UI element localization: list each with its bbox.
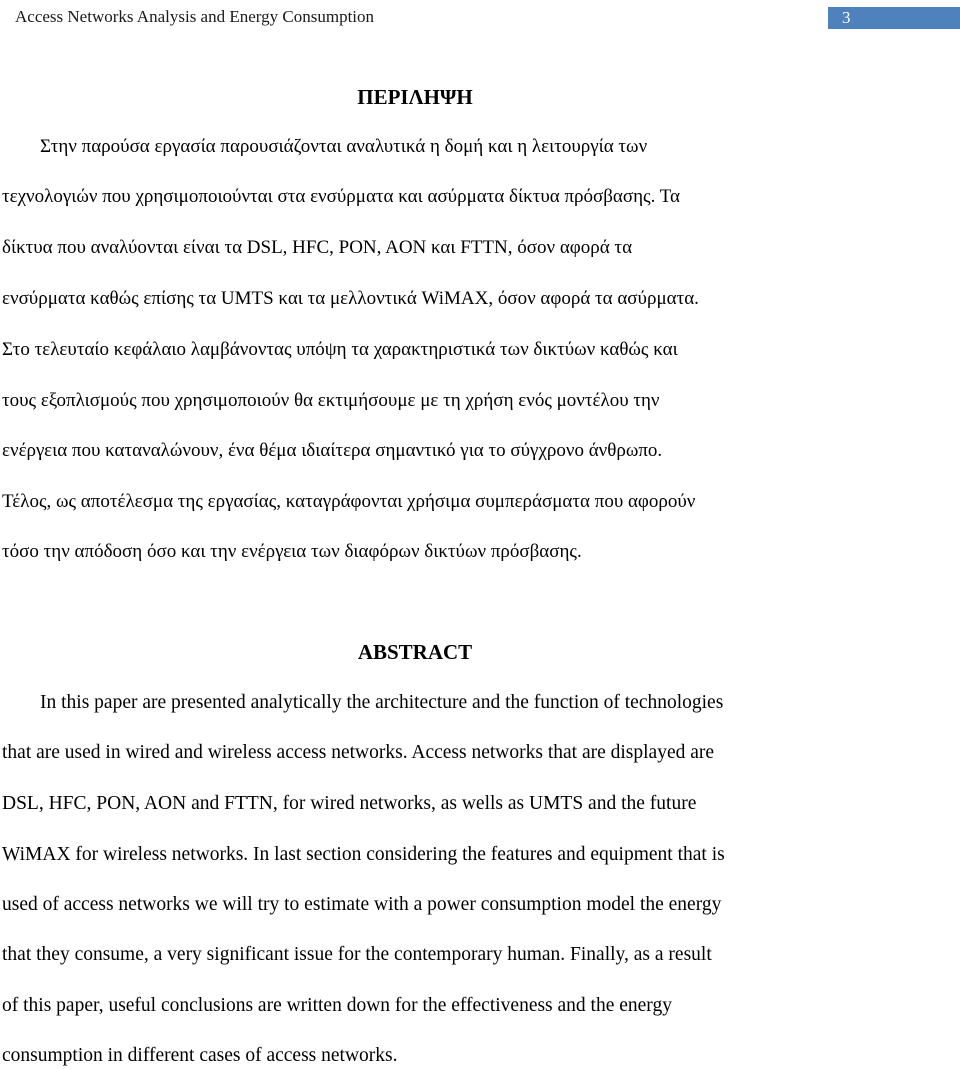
english-abstract-line: that are used in wired and wireless access networks. Access networks that are displayed are bbox=[2, 742, 715, 763]
page-number-badge: 3 bbox=[828, 7, 960, 29]
greek-abstract-line: Στο τελευταίο κεφάλαιο λαμβάνοντας υπόψη τα χαρακτηριστικά των δικτύων καθώς και bbox=[2, 339, 678, 360]
greek-abstract-line: ενσύρματα καθώς επίσης τα UMTS και τα μελλοντικά WiMAX, όσον αφορά τα ασύρματα. bbox=[2, 288, 699, 309]
greek-abstract-line: Στην παρούσα εργασία παρουσιάζονται αναλυτικά η δομή και η λειτουργία των bbox=[40, 136, 648, 157]
greek-abstract-line: τους εξοπλισμούς που χρησιμοποιούν θα εκτιμήσουμε με τη χρήση ενός μοντέλου την bbox=[2, 390, 660, 411]
english-abstract-line: DSL, HFC, PON, AON and FTTN, for wired networks, as wells as UMTS and the future bbox=[2, 793, 697, 814]
greek-abstract-line: τεχνολογιών που χρησιμοποιούνται στα ενσύρματα και ασύρματα δίκτυα πρόσβασης. Τα bbox=[2, 186, 680, 207]
page-header bbox=[0, 0, 960, 36]
english-abstract-line: of this paper, useful conclusions are written down for the effectiveness and the energy bbox=[2, 995, 672, 1016]
english-abstract-line: consumption in different cases of access networks. bbox=[2, 1045, 398, 1066]
english-abstract-line: used of access networks we will try to estimate with a power consumption model the energy bbox=[2, 894, 722, 915]
english-abstract-line: WiMAX for wireless networks. In last section considering the features and equipment that is bbox=[2, 844, 725, 865]
greek-abstract-line: δίκτυα που αναλύονται είναι τα DSL, HFC, PON, AON και FTTN, όσον αφορά τα bbox=[2, 237, 633, 258]
greek-abstract-line: τόσο την απόδοση όσο και την ενέργεια των διαφόρων δικτύων πρόσβασης. bbox=[2, 541, 582, 562]
english-abstract-line: In this paper are presented analytically the architecture and the function of technologies bbox=[40, 692, 724, 713]
english-abstract-line: that they consume, a very significant issue for the contemporary human. Finally, as a result bbox=[2, 944, 712, 965]
english-abstract-heading: ABSTRACT bbox=[357, 640, 473, 664]
greek-abstract-line: ενέργεια που καταναλώνουν, ένα θέμα ιδιαίτερα σημαντικό για το σύγχρονο άνθρωπο. bbox=[2, 440, 663, 461]
greek-abstract-heading: ΠΕΡΙΛΗΨΗ bbox=[357, 85, 473, 109]
running-title: Access Networks Analysis and Energy Consumption bbox=[15, 7, 375, 26]
greek-abstract-line: Τέλος, ως αποτέλεσμα της εργασίας, καταγράφονται χρήσιμα συμπεράσματα που αφορούν bbox=[2, 491, 696, 512]
